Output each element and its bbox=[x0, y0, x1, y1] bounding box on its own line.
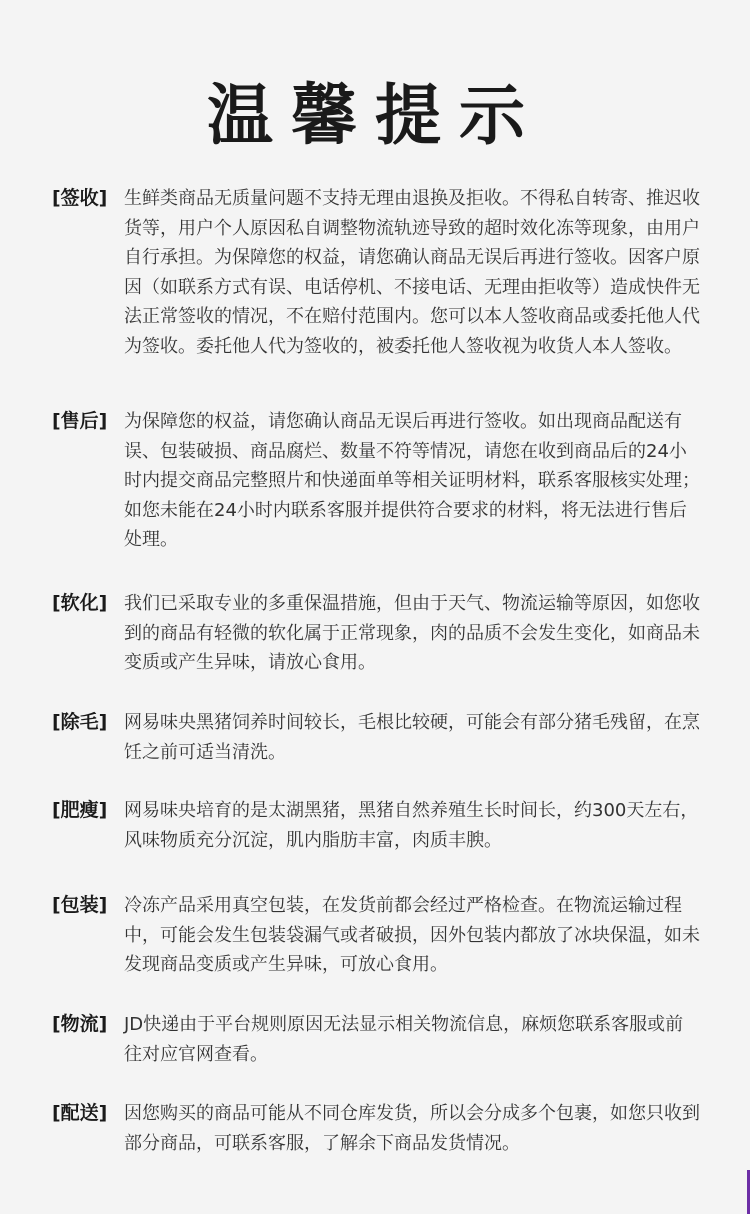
section-label: [物流] bbox=[52, 1013, 108, 1035]
section-text: 冷冻产品采用真空包装，在发货前都会经过严格检查。在物流运输过程中，可能会发生包装袋漏气或者破损，因外包装内都放了冰块保温，如未发现商品变质或产生异味，可放心食用。 bbox=[124, 895, 700, 975]
section-text: 网易味央培育的是太湖黑猪，黑猪自然养殖生长时间长，约300天左右，风味物质充分沉淀，肌内脂肪丰富，肉质丰腴。 bbox=[124, 800, 699, 851]
section-label: [签收] bbox=[52, 187, 108, 209]
section-text: 生鲜类商品无质量问题不支持无理由退换及拒收。不得私自转寄、推迟收货等，用户个人原因私自调整物流轨迹导致的超时效化冻等现象，由用户自行承担。为保障您的权益，请您确认商品无误后再进行签收。因客户原因（如联系方式有误、电话停机、不接电话、无理由拒收等）造成快件无法正常签收的情况，不在赔付范围内。您可以本人签收商品或委托他人代为签收。委托他人代为签收的，被委托他人签收视为收货人本人签收。 bbox=[124, 188, 700, 357]
section-text: JD快递由于平台规则原因无法显示相关物流信息，麻烦您联系客服或前往对应官网查看。 bbox=[124, 1014, 684, 1065]
section-text: 网易味央黑猪饲养时间较长，毛根比较硬，可能会有部分猪毛残留，在烹饪之前可适当清洗。 bbox=[124, 712, 700, 763]
section-label: [配送] bbox=[52, 1102, 108, 1124]
section-label: [包装] bbox=[52, 894, 108, 916]
section-label: [肥瘦] bbox=[52, 799, 108, 821]
section-label: [售后] bbox=[52, 410, 108, 432]
section-text: 我们已采取专业的多重保温措施，但由于天气、物流运输等原因，如您收到的商品有轻微的软化属于正常现象，肉的品质不会发生变化，如商品未变质或产生异味，请放心食用。 bbox=[124, 593, 700, 673]
section-text: 因您购买的商品可能从不同仓库发货，所以会分成多个包裹，如您只收到部分商品，可联系客服，了解余下商品发货情况。 bbox=[124, 1103, 700, 1154]
page-title: 温馨提示 bbox=[207, 77, 543, 154]
section-label: [软化] bbox=[52, 592, 108, 614]
section-label: [除毛] bbox=[52, 711, 108, 733]
section-text: 为保障您的权益，请您确认商品无误后再进行签收。如出现商品配送有误、包装破损、商品腐烂、数量不符等情况，请您在收到商品后的24小时内提交商品完整照片和快递面单等相关证明材料，联系客服核实处理；如您未能在24小时内联系客服并提供符合要求的材料，将无法进行售后处理。 bbox=[124, 411, 700, 550]
